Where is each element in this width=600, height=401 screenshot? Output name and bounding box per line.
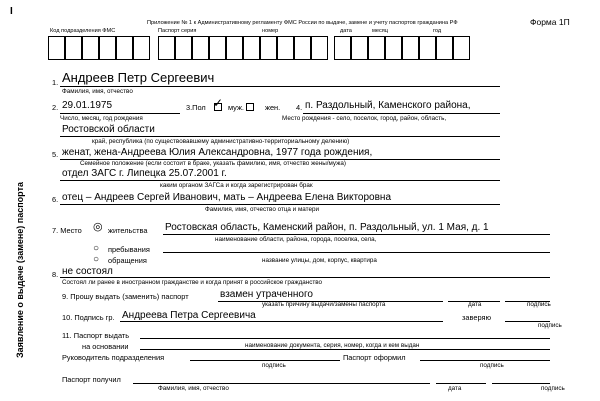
cell [243,36,260,60]
dob-line [60,113,180,114]
citizenship-line [60,277,550,278]
col-date: дата [340,28,352,34]
registry-value: отдел ЗАГС г. Липецка 25.07.2001 г. [62,168,227,179]
received-fio-caption: Фамилия, имя, отчество [158,385,229,392]
basis-label: на основании [82,342,129,351]
received-date-caption: дата [448,385,462,392]
region-line [60,136,500,137]
field1-num: 1. [52,78,59,87]
received-date-line [436,383,486,384]
sign9-caption: подпись [527,301,551,308]
cell [175,36,192,60]
field7-label: 7. Место [52,226,82,235]
appendix-text: Приложение № 1 к Административному регламенту ФМС России по выдаче, замене и учету паспортов гражданина РФ [147,20,458,26]
birthplace-caption: Место рождения - село, поселок, город, район, область, [282,115,447,122]
field8-num: 8. [52,270,59,279]
cell [294,36,311,60]
residence-label: жительства [108,226,148,235]
address-line2 [163,252,550,253]
confirm-label: заверяю [462,313,492,322]
full-name-caption: Фамилия, имя, отчество [62,88,133,95]
basis-line [140,349,550,350]
sign10-caption: подпись [538,322,562,329]
cell [385,36,402,60]
field6-num: 6. [52,195,59,204]
cell [116,36,133,60]
field10-label: 10. Подпись гр. [62,313,115,322]
cell [419,36,436,60]
dob-caption: Число, месяц, год рождения [60,115,143,122]
field11-label: 11. Паспорт выдать [62,331,130,340]
cell [311,36,328,60]
address-value: Ростовская область, Каменский район, п. Раздольный, ул. 1 Мая, д. 1 [165,222,489,233]
marital-caption: Семейное положение (если состоит в браке, указать фамилию, имя, отчество жены/мужа) [80,160,346,167]
citizenship-value: не состоял [62,266,113,277]
head-sign-line [190,360,340,361]
male-label: муж. [228,103,244,112]
date9-caption: дата [468,301,482,308]
cell [99,36,116,60]
citizenship-caption: Состоял ли ранее в иностранном гражданстве и когда принят в российское гражданство [62,279,323,286]
col-code: Код подразделения ФМС [50,28,116,34]
cell [334,36,351,60]
dob-value: 29.01.1975 [62,100,113,111]
cell [260,36,277,60]
full-name-value: Андреев Петр Сергеевич [62,70,215,85]
head-sign-caption: подпись [262,362,286,369]
reason-value: взамен утраченного [220,289,313,300]
received-line [133,383,430,384]
cell [192,36,209,60]
cell [368,36,385,60]
issued-label: Паспорт оформил [343,353,406,362]
issued-sign-caption: подпись [480,362,504,369]
radio-icon[interactable]: ○ [93,254,100,265]
field2-num: 2. [52,103,59,112]
birthplace-value: п. Раздольный, Каменского района, [305,100,471,111]
form-code: Форма 1П [530,17,570,27]
cell [82,36,99,60]
received-sign-caption: подпись [541,385,565,392]
sex-label: 3.Пол [186,103,206,112]
cell [209,36,226,60]
basis-caption: наименование документа, серия, номер, когда и кем выдан [245,342,420,349]
region-value: Ростовской области [62,124,155,135]
cell [65,36,82,60]
corner-mark: I [10,6,13,17]
col-month: месяц [372,28,388,34]
issued-line [420,360,550,361]
field5-num: 5. [52,150,59,159]
cell [277,36,294,60]
cell [226,36,243,60]
parents-caption: Фамилия, имя, отчество отца и матери [205,206,319,213]
col-year: год [433,28,442,34]
birthplace-line [303,113,500,114]
female-label: жен. [265,103,281,112]
head-label: Руководитель подразделения [62,353,165,362]
side-title: Заявление о выдаче (замене) паспорта [15,182,25,358]
cell [402,36,419,60]
issue-line [140,338,550,339]
radio-icon[interactable]: ○ [93,243,100,254]
field1-line [60,86,500,87]
radio-checked-icon[interactable]: ◎ [93,221,103,233]
cell [48,36,65,60]
cell [158,36,175,60]
cell [133,36,150,60]
cell [436,36,453,60]
region-caption: край, республика (по существовавшему административно-территориальному делению) [92,138,350,145]
female-checkbox[interactable] [246,103,254,111]
check-mark-icon: ✓ [213,96,224,110]
signature-line [120,321,443,322]
reason-caption: указать причину выдачи/замены паспорта [262,301,386,308]
received-label: Паспорт получил [62,375,121,384]
address-caption1: наименование области, района, города, поселка, села, [215,236,377,243]
parents-value: отец – Андреев Сергей Иванович, мать – Андреева Елена Викторовна [62,192,392,203]
parents-line [60,204,500,205]
field4-num: 4. [296,103,303,112]
cell [453,36,470,60]
appeal-label: обращения [108,256,147,265]
registry-caption: каким органом ЗАГСа и когда зарегистрирован брак [160,182,313,189]
col-passport: Паспорт серия [158,28,197,34]
received-sign-line [492,383,550,384]
signature-name-value: Андреева Петра Сергеевича [122,310,256,321]
field9-label: 9. Прошу выдать (заменить) паспорт [62,292,189,301]
registry-line [60,180,500,181]
marital-value: женат, жена-Андреева Юлия Александровна, 1977 года рождения, [62,147,373,158]
col-number: номер [262,28,279,34]
address-line [163,234,550,235]
address-caption2: название улицы, дом, корпус, квартира [262,257,377,264]
stay-label: пребывания [108,245,150,254]
cell [351,36,368,60]
